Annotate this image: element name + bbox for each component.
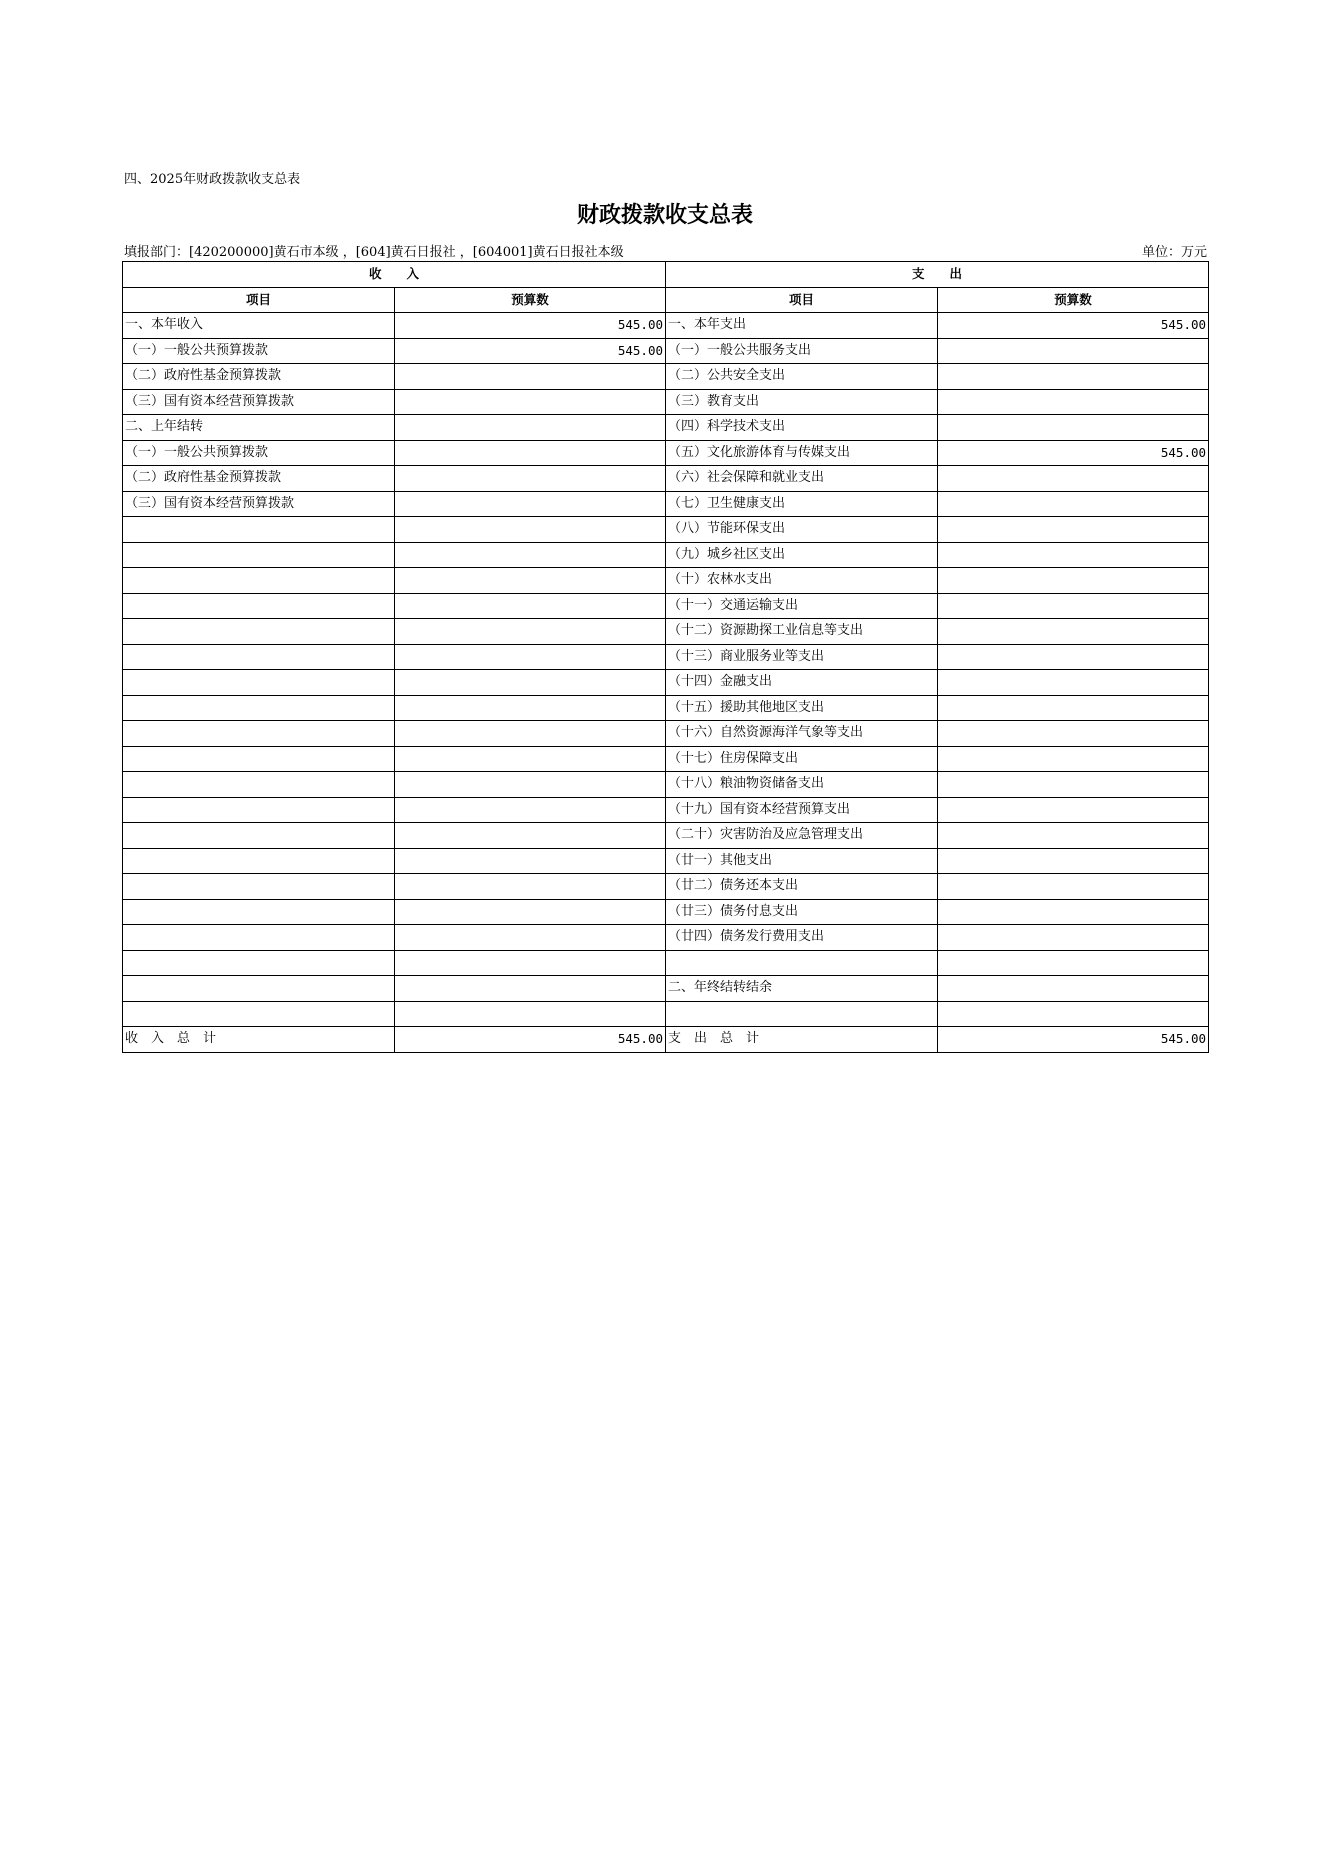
income-amount-cell — [395, 874, 666, 900]
income-item-cell — [123, 925, 395, 951]
income-item-cell — [123, 670, 395, 696]
income-amount-cell — [395, 695, 666, 721]
expense-item-cell: （廿二）债务还本支出 — [666, 874, 938, 900]
expense-total-label: 支 出 总 计 — [666, 1027, 938, 1053]
table-row — [123, 313, 1209, 339]
income-item-cell: 一、本年收入 — [123, 313, 395, 339]
income-item-cell — [123, 568, 395, 594]
expense-item-cell: 二、年终结转结余 — [666, 976, 938, 1002]
expense-item-cell: （十六）自然资源海洋气象等支出 — [666, 721, 938, 747]
income-item-cell — [123, 517, 395, 543]
expense-amount-header: 预算数 — [938, 287, 1209, 313]
unit-label: 单位：万元 — [1141, 245, 1207, 260]
income-item-cell — [123, 772, 395, 798]
income-amount-cell — [395, 619, 666, 645]
expense-total-amount: 545.00 — [938, 1027, 1209, 1053]
total-row — [123, 1027, 1209, 1053]
income-item-cell: 二、上年结转 — [123, 415, 395, 441]
table-row — [123, 619, 1209, 645]
income-item-cell — [123, 542, 395, 568]
income-item-cell — [123, 695, 395, 721]
income-group-header: 收 入 — [123, 262, 666, 288]
income-amount-cell — [395, 976, 666, 1002]
income-amount-cell — [395, 899, 666, 925]
income-item-cell — [123, 899, 395, 925]
income-item-cell: （二）政府性基金预算拨款 — [123, 466, 395, 492]
income-amount-cell — [395, 440, 666, 466]
expense-item-cell: （十七）住房保障支出 — [666, 746, 938, 772]
table-row — [123, 542, 1209, 568]
expense-item-cell: （十九）国有资本经营预算支出 — [666, 797, 938, 823]
expense-item-cell: （十三）商业服务业等支出 — [666, 644, 938, 670]
income-amount-cell — [395, 491, 666, 517]
income-amount-cell — [395, 670, 666, 696]
expense-amount-cell — [938, 491, 1209, 517]
expense-item-cell — [666, 950, 938, 976]
expense-item-cell: （二十）灾害防治及应急管理支出 — [666, 823, 938, 849]
table-row — [123, 466, 1209, 492]
table-row — [123, 440, 1209, 466]
income-item-cell: （二）政府性基金预算拨款 — [123, 364, 395, 390]
income-amount-cell — [395, 823, 666, 849]
table-row — [123, 593, 1209, 619]
table-row — [123, 338, 1209, 364]
expense-amount-cell — [938, 338, 1209, 364]
table-row — [123, 644, 1209, 670]
income-item-cell: （三）国有资本经营预算拨款 — [123, 491, 395, 517]
expense-amount-cell — [938, 542, 1209, 568]
income-amount-cell — [395, 925, 666, 951]
income-item-cell — [123, 823, 395, 849]
expense-amount-cell — [938, 899, 1209, 925]
income-total-amount: 545.00 — [395, 1027, 666, 1053]
income-item-cell — [123, 746, 395, 772]
income-item-cell — [123, 644, 395, 670]
income-item-cell — [123, 976, 395, 1002]
income-total-label: 收 入 总 计 — [123, 1027, 395, 1053]
table-row — [123, 874, 1209, 900]
expense-item-cell: （十二）资源勘探工业信息等支出 — [666, 619, 938, 645]
table-row — [123, 695, 1209, 721]
table-row — [123, 925, 1209, 951]
expense-amount-cell — [938, 721, 1209, 747]
expense-amount-cell — [938, 466, 1209, 492]
income-item-cell: （一）一般公共预算拨款 — [123, 338, 395, 364]
expense-item-cell: （三）教育支出 — [666, 389, 938, 415]
income-amount-cell — [395, 721, 666, 747]
expense-item-cell: （廿一）其他支出 — [666, 848, 938, 874]
income-item-header: 项目 — [123, 287, 395, 313]
expense-amount-cell — [938, 976, 1209, 1002]
income-item-cell — [123, 874, 395, 900]
filler-department: 填报部门：[420200000]黄石市本级 ，[604]黄石日报社 ，[604001]黄石日报社本级 — [124, 245, 624, 260]
expense-item-cell — [666, 1001, 938, 1027]
income-item-cell: （一）一般公共预算拨款 — [123, 440, 395, 466]
expense-item-cell: （十八）粮油物资储备支出 — [666, 772, 938, 798]
income-amount-cell — [395, 389, 666, 415]
income-amount-cell — [395, 848, 666, 874]
expense-amount-cell — [938, 823, 1209, 849]
expense-amount-cell — [938, 950, 1209, 976]
table-row — [123, 823, 1209, 849]
expense-amount-cell: 545.00 — [938, 313, 1209, 339]
expense-amount-cell — [938, 1001, 1209, 1027]
table-row — [123, 517, 1209, 543]
income-amount-cell — [395, 568, 666, 594]
expense-item-cell: （十一）交通运输支出 — [666, 593, 938, 619]
table-row — [123, 568, 1209, 594]
expense-item-cell: （二）公共安全支出 — [666, 364, 938, 390]
income-item-cell — [123, 619, 395, 645]
income-amount-cell — [395, 593, 666, 619]
expense-item-cell: （九）城乡社区支出 — [666, 542, 938, 568]
table-row — [123, 1001, 1209, 1027]
table-row — [123, 746, 1209, 772]
table-row — [123, 899, 1209, 925]
table-row — [123, 364, 1209, 390]
income-item-cell: （三）国有资本经营预算拨款 — [123, 389, 395, 415]
expense-item-cell: （五）文化旅游体育与传媒支出 — [666, 440, 938, 466]
income-amount-cell — [395, 542, 666, 568]
expense-item-cell: （一）一般公共服务支出 — [666, 338, 938, 364]
table-row — [123, 950, 1209, 976]
expense-item-cell: （六）社会保障和就业支出 — [666, 466, 938, 492]
income-item-cell — [123, 593, 395, 619]
table-row — [123, 721, 1209, 747]
income-amount-cell — [395, 772, 666, 798]
expense-amount-cell — [938, 797, 1209, 823]
income-item-cell — [123, 1001, 395, 1027]
expense-item-header: 项目 — [666, 287, 938, 313]
table-row — [123, 491, 1209, 517]
income-amount-cell — [395, 466, 666, 492]
expense-item-cell: （四）科学技术支出 — [666, 415, 938, 441]
expense-amount-cell — [938, 925, 1209, 951]
expense-item-cell: （十四）金融支出 — [666, 670, 938, 696]
income-amount-cell — [395, 797, 666, 823]
budget-table — [122, 261, 1209, 1053]
table-row — [123, 389, 1209, 415]
income-amount-cell: 545.00 — [395, 338, 666, 364]
expense-amount-cell — [938, 389, 1209, 415]
expense-amount-cell — [938, 772, 1209, 798]
expense-amount-cell — [938, 848, 1209, 874]
expense-amount-cell: 545.00 — [938, 440, 1209, 466]
expense-amount-cell — [938, 517, 1209, 543]
expense-amount-cell — [938, 415, 1209, 441]
income-amount-cell — [395, 517, 666, 543]
income-item-cell — [123, 721, 395, 747]
income-amount-cell — [395, 950, 666, 976]
expense-amount-cell — [938, 644, 1209, 670]
expense-amount-cell — [938, 593, 1209, 619]
section-heading: 四、2025年财政拨款收支总表 — [124, 172, 301, 187]
expense-amount-cell — [938, 874, 1209, 900]
expense-amount-cell — [938, 568, 1209, 594]
expense-item-cell: （十）农林水支出 — [666, 568, 938, 594]
expense-amount-cell — [938, 670, 1209, 696]
table-row — [123, 797, 1209, 823]
income-item-cell — [123, 797, 395, 823]
income-item-cell — [123, 950, 395, 976]
document-title: 财政拨款收支总表 — [576, 203, 753, 228]
expense-item-cell: 一、本年支出 — [666, 313, 938, 339]
expense-group-header: 支 出 — [666, 262, 1209, 288]
expense-item-cell: （八）节能环保支出 — [666, 517, 938, 543]
expense-item-cell: （廿三）债务付息支出 — [666, 899, 938, 925]
expense-amount-cell — [938, 746, 1209, 772]
table-row — [123, 415, 1209, 441]
income-amount-header: 预算数 — [395, 287, 666, 313]
table-row — [123, 670, 1209, 696]
expense-item-cell: （十五）援助其他地区支出 — [666, 695, 938, 721]
expense-amount-cell — [938, 695, 1209, 721]
income-amount-cell — [395, 415, 666, 441]
table-row — [123, 976, 1209, 1002]
column-header-row — [123, 287, 1209, 313]
expense-item-cell: （七）卫生健康支出 — [666, 491, 938, 517]
group-header-row — [123, 262, 1209, 288]
table-row — [123, 772, 1209, 798]
income-amount-cell — [395, 1001, 666, 1027]
income-amount-cell — [395, 644, 666, 670]
income-amount-cell — [395, 746, 666, 772]
income-amount-cell: 545.00 — [395, 313, 666, 339]
table-row — [123, 848, 1209, 874]
income-amount-cell — [395, 364, 666, 390]
income-item-cell — [123, 848, 395, 874]
expense-amount-cell — [938, 619, 1209, 645]
expense-amount-cell — [938, 364, 1209, 390]
expense-item-cell: （廿四）债务发行费用支出 — [666, 925, 938, 951]
